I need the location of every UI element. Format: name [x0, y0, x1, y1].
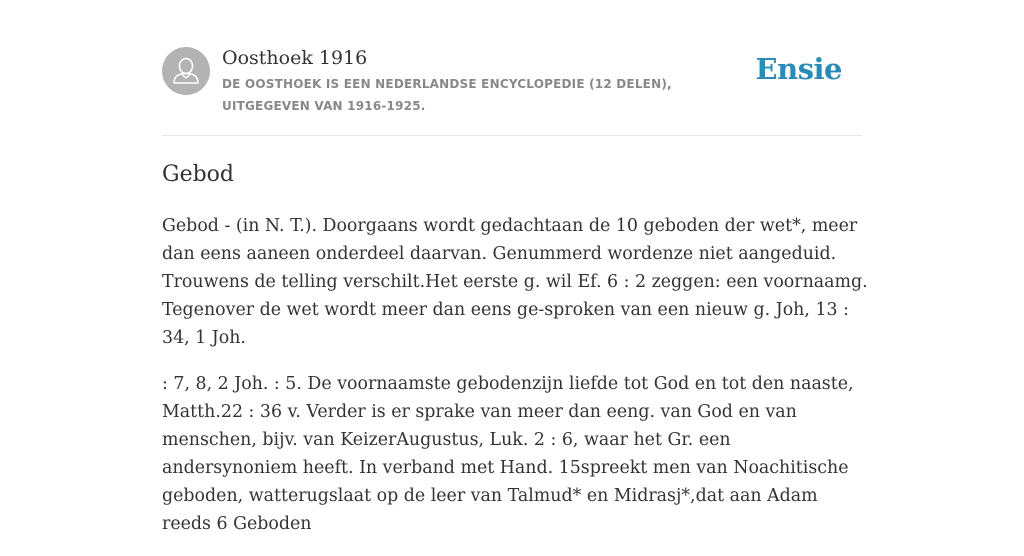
entry-content [162, 212, 868, 556]
source-description: DE OOSTHOEK IS EEN NEDERLANDSE ENCYCLOPEDIE (12 DELEN), UITGEGEVEN VAN 1916-1925. [222, 77, 672, 113]
user-icon [162, 47, 210, 95]
entry-paragraph-1: Gebod - (in N. T.). Doorgaans wordt gedachtaan de 10 geboden der wet*, meer dan eens aaneen onderdeel daarvan. Genummerd wordenze niet aangeduid. Trouwens de telling verschilt.Het eerste g. wil Ef. 6 : 2 zeggen: een voornaamg. Tegenover de wet wordt meer dan eens ge-sproken van een nieuw g. Joh, 13 : 34, 1 Joh. [162, 216, 868, 348]
brand-logo[interactable]: Ensie [755, 52, 842, 86]
header-divider [162, 135, 862, 136]
source-title[interactable]: Oosthoek 1916 [222, 47, 368, 69]
source-header [162, 44, 862, 118]
source-avatar[interactable] [162, 47, 210, 95]
entry-title: Gebod [162, 162, 235, 187]
entry-paragraph-2: : 7, 8, 2 Joh. : 5. De voornaamste gebodenzijn liefde tot God en tot den naaste, Matth.22 : 36 v. Verder is er sprake van meer dan eeng. van God en van menschen, bijv. van KeizerAugustus, Luk. 2 : 6, waar het Gr. een andersynoniem heeft. In verband met Hand. 15spreekt men van Noachitische geboden, watterugslaat op de leer van Talmud* en Midrasj*,dat aan Adam reeds 6 Geboden [162, 374, 854, 534]
